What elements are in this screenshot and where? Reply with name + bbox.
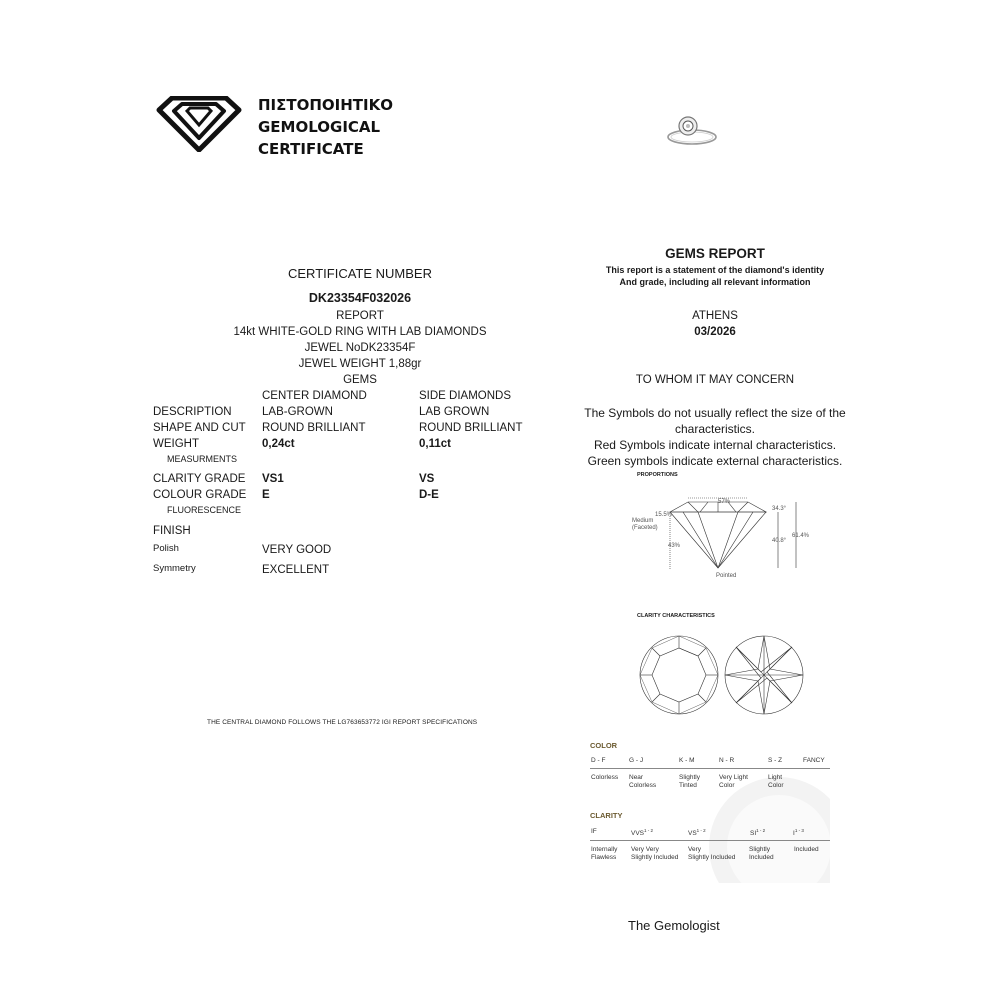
shape-center: ROUND BRILLIANT [262,422,366,434]
certificate-number: DK23354F032026 [308,291,412,305]
polish-value: VERY GOOD [262,544,332,556]
report-label: REPORT [336,310,384,322]
clarity-desc-if-2: Flawless [591,854,617,861]
girdle-label-2: (Faceted) [632,525,658,531]
color-grade-fancy: FANCY [803,757,825,764]
report-city: ATHENS [692,310,738,322]
description-center: LAB-GROWN [262,406,333,418]
weight-label: WEIGHT [153,438,199,450]
clarity-grade-if: IF [591,828,597,835]
diamond-top-view-icon [638,634,720,716]
clarity-desc-i: Included [794,846,819,853]
finish-label: FINISH [153,525,191,537]
color-grade-df: D - F [591,757,606,764]
color-grade-gj: G - J [629,757,644,764]
color-scale-heading: COLOR [590,741,618,750]
symmetry-label: Symmetry [153,563,196,574]
clarity-grade-vs: VS$^{1 - 2}$ [688,828,706,838]
color-desc-sz: Light [768,774,783,781]
clarity-side: VS [419,473,435,485]
description-label: DESCRIPTION [153,406,232,418]
clarity-characteristics-heading: CLARITY CHARACTERISTICS [637,613,715,619]
crown-angle: 34.3° [772,506,787,512]
color-desc-km: Slightly [679,774,700,781]
to-whom: TO WHOM IT MAY CONCERN [635,374,795,386]
color-scale-divider [590,768,830,769]
item-description: 14kt WHITE-GOLD RING WITH LAB DIAMONDS [233,326,487,338]
gemologist-signature: The Gemologist [628,918,720,933]
certificate-title [258,94,393,160]
diamond-bottom-view-icon [723,634,805,716]
description-side: LAB GROWN [419,406,490,418]
color-desc-nr-2: Color [719,782,735,789]
shape-side: ROUND BRILLIANT [419,422,523,434]
footnote: THE CENTRAL DIAMOND FOLLOWS THE LG763653772 IGI REPORT SPECIFICATIONS [207,719,478,726]
color-desc-gj: Near [629,774,644,781]
clarity-desc-vs-2: Slightly Included [688,854,736,861]
gems-label: GEMS [343,374,377,386]
col-side-header: SIDE DIAMONDS [419,390,512,402]
fluorescence-label: FLUORESCENCE [167,505,242,515]
gemology-seal-watermark [684,757,830,883]
report-title: GEMS REPORT [665,246,765,261]
pavilion-depth: 43% [668,543,681,549]
table-percent: 57% [718,499,731,505]
clarity-desc-si-2: Included [749,854,774,861]
jewel-weight: JEWEL WEIGHT 1,88gr [298,358,422,370]
weight-center: 0,24ct [262,438,295,450]
color-grade-sz: S - Z [768,757,783,764]
pavilion-angle: 40.8° [772,538,787,544]
measurements-label: MEASURMENTS [167,454,238,464]
clarity-grade-si: SI$^{1 - 2}$ [750,828,766,838]
clarity-scale-heading: CLARITY [590,811,623,820]
total-depth: 61.4% [792,533,810,539]
title-line-greek: ΠΙΣΤΟΠΟΙΗΤΙΚΟ [258,96,393,114]
certificate-number-label: CERTIFICATE NUMBER [288,266,432,281]
polish-label: Polish [153,543,179,554]
report-subtitle-2: And grade, including all relevant information [619,277,811,287]
symbols-line-3: Red Symbols indicate internal characteristics. [593,438,837,452]
symbols-line-2: characteristics. [674,422,756,436]
color-desc-nr: Very Light [719,774,748,781]
color-desc-km-2: Tinted [679,782,697,789]
grading-scale-panel [589,737,831,883]
culet-label: Pointed [716,573,737,579]
clarity-grade-i: $I^{1 - 3}$ [793,828,804,838]
report-subtitle-1: This report is a statement of the diamond's identity [605,265,825,275]
colour-center: E [262,489,270,501]
clarity-scale-divider [590,840,830,841]
symbols-line-4: Green symbols indicate external characteristics. [587,454,843,468]
colour-side: D-E [419,489,439,501]
ring-image [664,112,720,148]
diamond-logo-icon [156,96,242,152]
shape-label: SHAPE AND CUT [153,422,246,434]
col-center-header: CENTER DIAMOND [262,390,367,402]
symmetry-value: EXCELLENT [262,564,330,576]
color-grade-nr: N - R [719,757,735,764]
clarity-grade-vvs: VVS$^{1 - 2}$ [631,828,654,838]
color-grade-km: K - M [679,757,695,764]
clarity-desc-vvs: Very Very [631,846,659,853]
color-desc-df: Colorless [591,774,619,781]
color-desc-gj-2: Colorless [629,782,657,789]
clarity-label: CLARITY GRADE [153,473,246,485]
weight-side: 0,11ct [419,438,451,450]
proportions-heading: PROPORTIONS [637,472,678,478]
colour-label: COLOUR GRADE [153,489,247,501]
girdle-label: Medium [632,518,654,524]
clarity-center: VS1 [262,473,284,485]
crown-height: 15.5% [655,512,673,518]
clarity-desc-vs: Very [688,846,702,853]
color-desc-sz-2: Color [768,782,784,789]
report-date: 03/2026 [694,326,736,338]
clarity-desc-vvs-2: Slightly Included [631,854,679,861]
clarity-desc-si: Slightly [749,846,770,853]
clarity-desc-if: Internally [591,846,618,853]
title-line-gemological: GEMOLOGICAL [258,118,381,136]
title-line-certificate: CERTIFICATE [258,140,364,158]
jewel-number: JEWEL NoDK23354F [304,342,416,354]
symbols-line-1: The Symbols do not usually reflect the size of the [584,406,846,420]
